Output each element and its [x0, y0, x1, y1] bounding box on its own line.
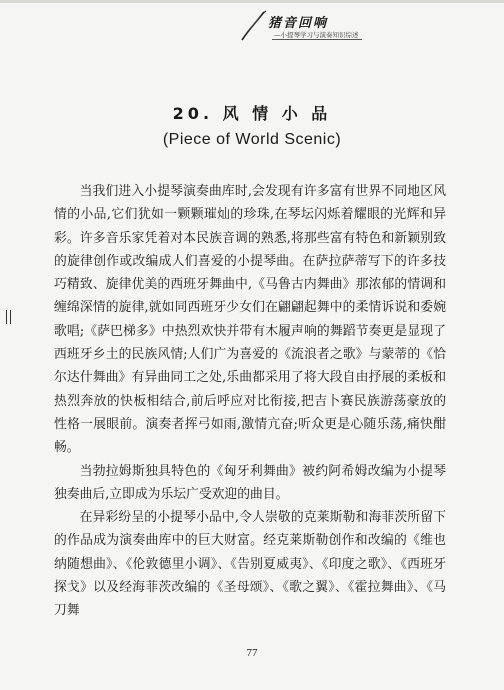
- chapter-title: 20. 风 情 小 品: [172, 104, 332, 123]
- paragraph: 当我们进入小提琴演奏曲库时,会发现有许多富有世界不同地区风情的小品,它们犹如一颗颗璀灿的珍珠,在琴坛闪烁着耀眼的光辉和异彩。许多音乐家凭着对本民族音调的熟悉,将那些富有特色和新颖别致的旋律创作或改编成人们喜爱的小提琴曲。在萨拉萨蒂写下的许多技巧精致、旋律优美的西班牙舞曲中,《马鲁古内舞曲》那浓郁的情调和缠绵深情的旋律,就如同西班牙少女们在翩翩起舞中的柔情诉说和委婉歌唱;《萨巴梯多》中热烈欢快并带有木履声响的舞蹈节奏更是显现了西班牙乡土的民族风情;人们广为喜爱的《流浪者之歌》与蒙蒂的《恰尔达什舞曲》有异曲同工之处,乐曲都采用了将大段自由抒展的柔板和热烈奔放的快板相结合,前后呼应对比衔接,把吉卜赛民族游荡豪放的性格一展眼前。演奏者挥弓如雨,激情亢奋;听众更是心随乐荡,痛快酣畅。: [54, 184, 446, 456]
- running-header: [238, 10, 358, 44]
- brush-stroke-icon: [238, 10, 268, 44]
- paragraph: 当勃拉姆斯独具特色的《匈牙利舞曲》被约阿希姆改编为小提琴独奏曲后,立即成为乐坛广受欢迎的曲目。: [54, 463, 446, 502]
- chapter-title-english: (Piece of World Scenic): [162, 131, 342, 148]
- scan-edge: [0, 0, 504, 3]
- header-logo-text: 猪音回响: [268, 16, 329, 31]
- body-text: [54, 180, 446, 623]
- binding-mark: [6, 310, 11, 324]
- paragraph: 在异彩纷呈的小提琴小品中,令人崇敬的克莱斯勒和海菲茨所留下的作品成为演奏曲库中的巨大财富。经克莱斯勒创作和改编的《维也纳随想曲》、《伦敦德里小调》、《告别夏威夷》、《印度之歌》、《西班牙探戈》以及经海菲茨改编的《圣母颂》、《歌之翼》、《霍拉舞曲》、《马刀舞: [54, 510, 446, 619]
- header-rule: [272, 39, 362, 40]
- page-number: 77: [246, 647, 258, 659]
- header-subtitle: —小提琴学习与演奏知识综述: [274, 31, 359, 39]
